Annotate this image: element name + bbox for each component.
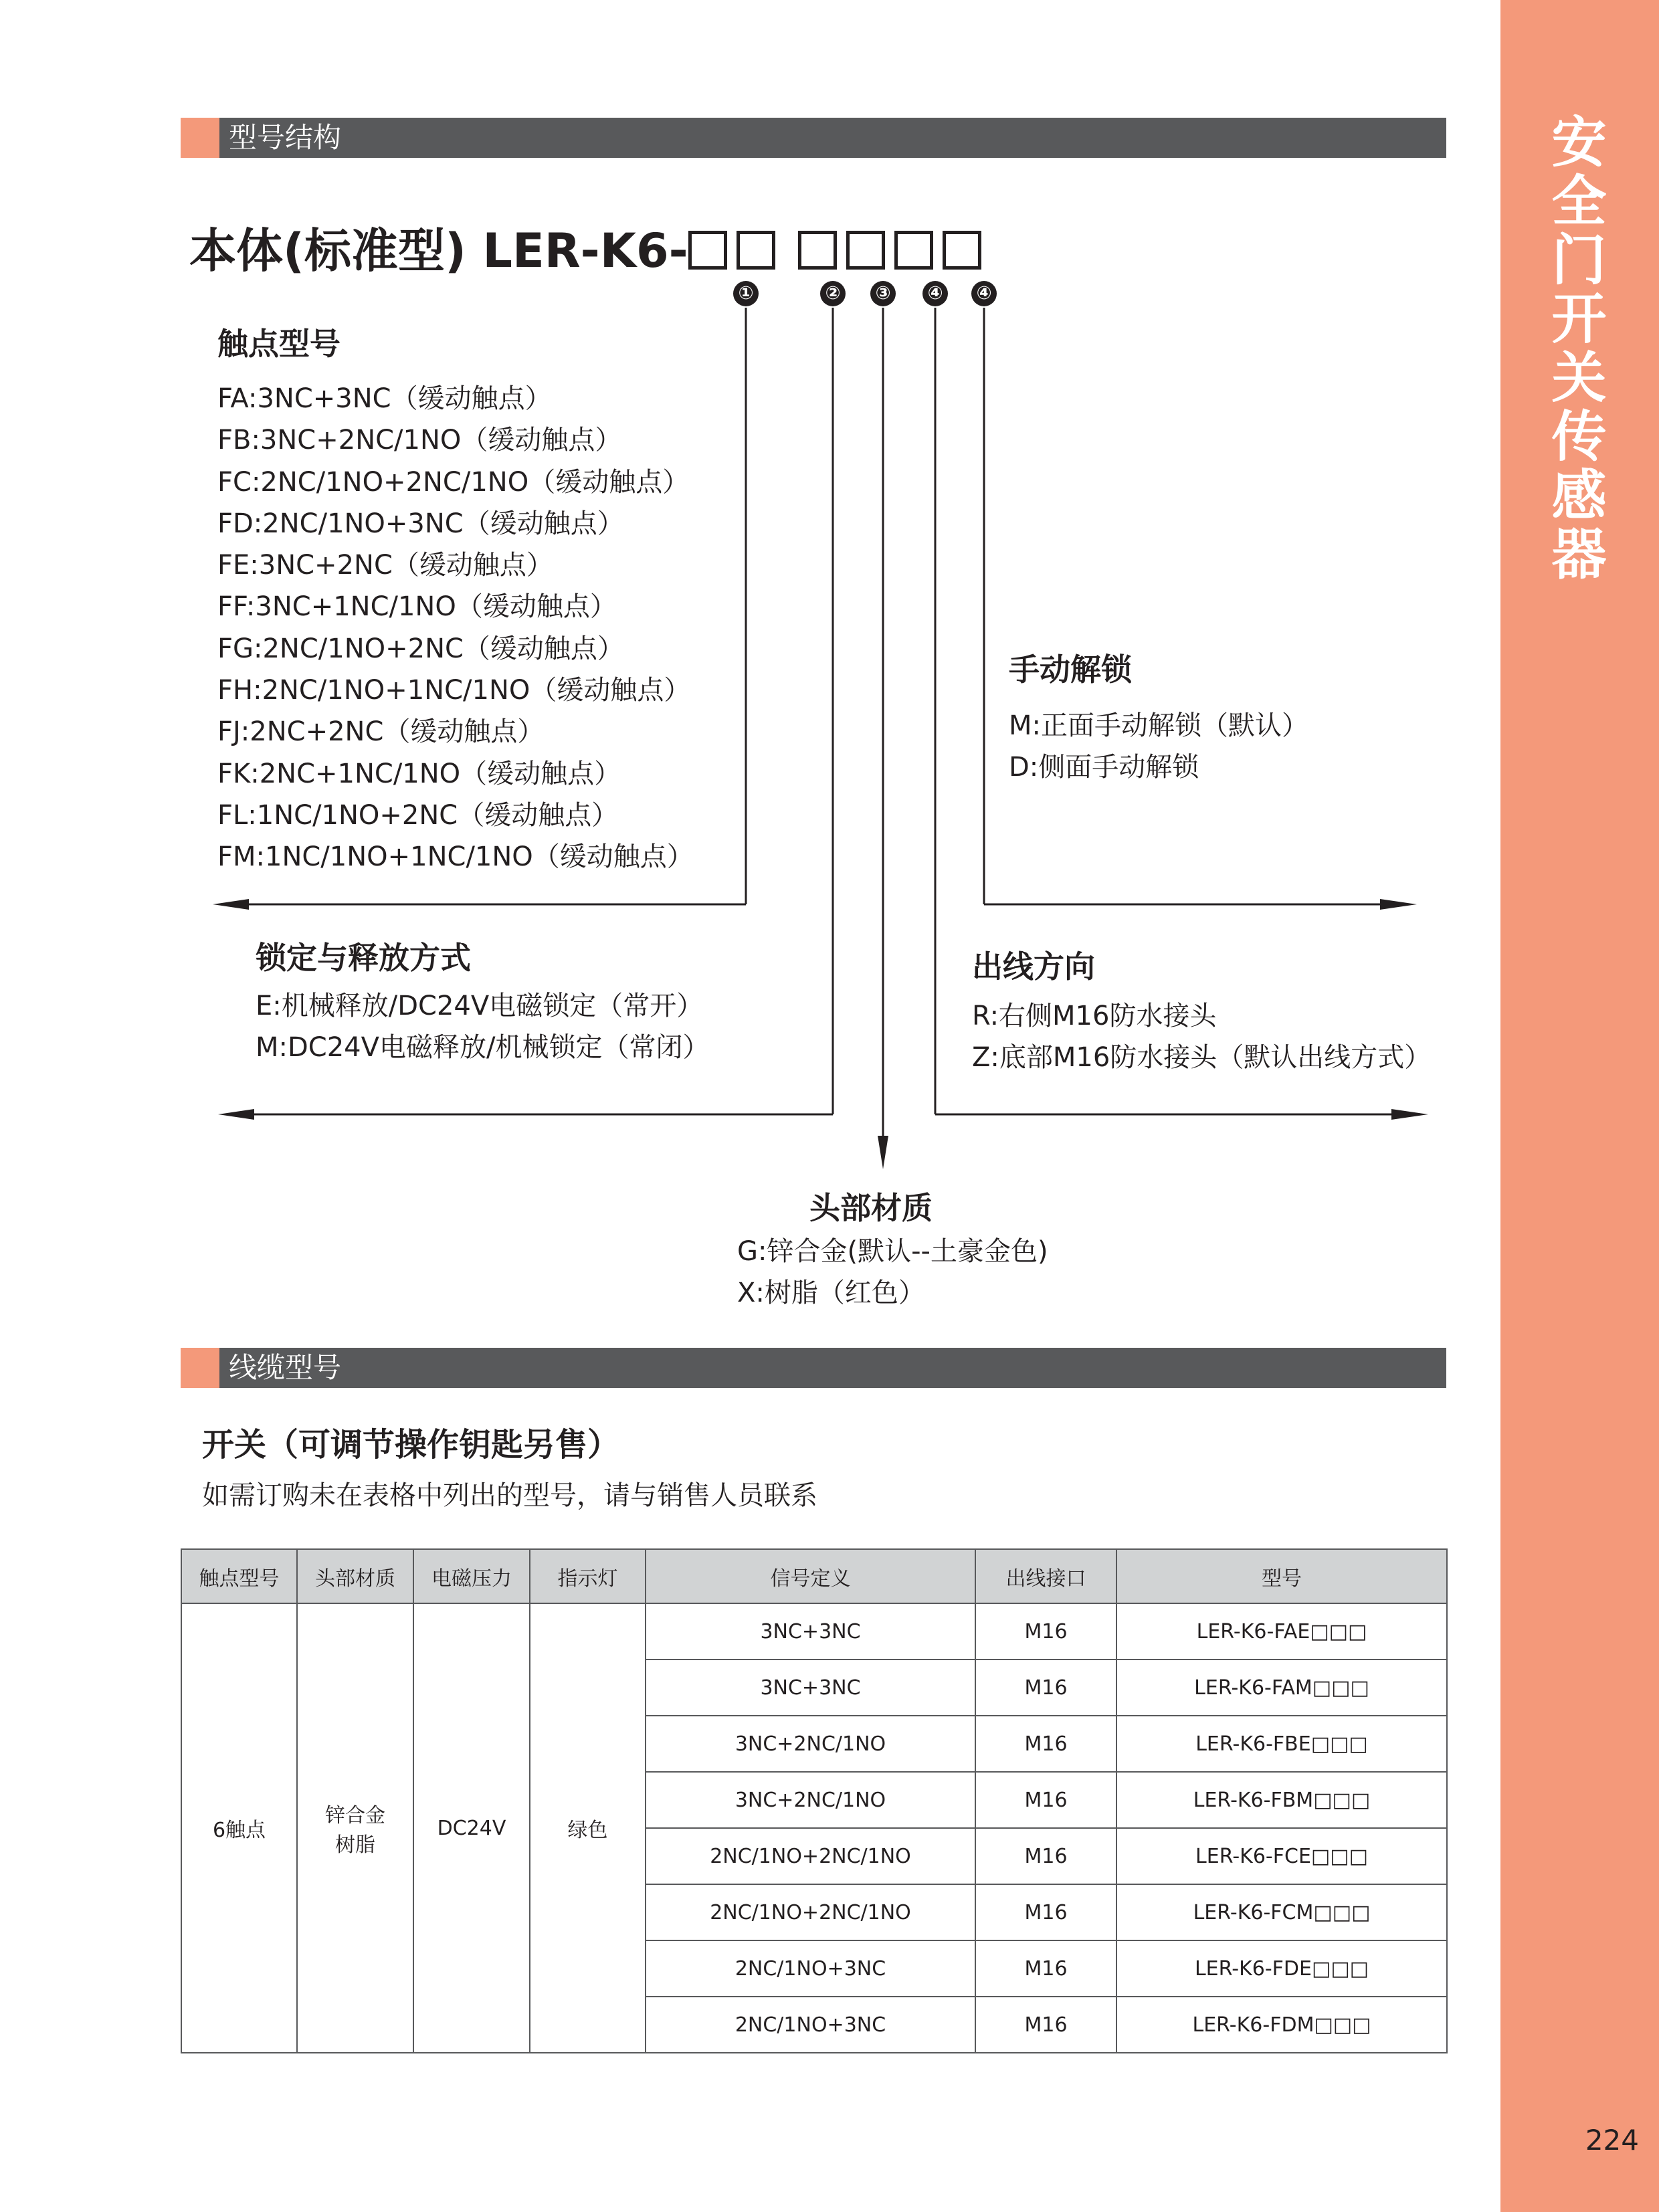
cell-signal: 3NC+3NC xyxy=(646,1603,975,1660)
cell-signal: 3NC+2NC/1NO xyxy=(646,1772,975,1828)
cable-table xyxy=(181,1548,1448,2053)
manual-release-item: D:侧面手动解锁 xyxy=(1009,752,1199,783)
arrow-down-head xyxy=(878,1136,888,1169)
cell-port: M16 xyxy=(975,1772,1116,1828)
section-label: 线缆型号 xyxy=(229,1351,342,1384)
cell-port: M16 xyxy=(975,1884,1116,1940)
contact-item: FG:2NC/1NO+2NC（缓动触点） xyxy=(217,633,624,664)
section-accent xyxy=(181,1348,219,1388)
contact-item: FE:3NC+2NC（缓动触点） xyxy=(217,550,553,581)
contact-item: FA:3NC+3NC（缓动触点） xyxy=(217,383,552,414)
marker-3: ③ xyxy=(870,281,896,306)
arrow-left-lock xyxy=(218,1109,254,1120)
contact-item: FL:1NC/1NO+2NC（缓动触点） xyxy=(217,799,619,831)
arrow-right-manual xyxy=(1380,899,1417,910)
contact-title: 触点型号 xyxy=(217,326,340,362)
section-label: 型号结构 xyxy=(229,121,342,154)
marker-4b: ④ xyxy=(971,281,997,306)
switch-note: 如需订购未在表格中列出的型号，请与销售人员联系 xyxy=(202,1480,817,1511)
cell-model: LER-K6-FAM□□□ xyxy=(1116,1660,1447,1716)
col-header-indicator: 指示灯 xyxy=(530,1549,646,1603)
contact-item: FK:2NC+1NC/1NO（缓动触点） xyxy=(217,758,621,789)
arrow-right-outlet xyxy=(1391,1109,1428,1120)
contact-item: FJ:2NC+2NC（缓动触点） xyxy=(217,716,545,748)
col-header-contact: 触点型号 xyxy=(181,1549,297,1603)
marker-2: ② xyxy=(820,281,846,306)
manual-release-item: M:正面手动解锁（默认） xyxy=(1009,710,1308,741)
cell-signal: 3NC+2NC/1NO xyxy=(646,1716,975,1772)
head-material-title: 头部材质 xyxy=(809,1190,933,1226)
switch-title: 开关（可调节操作钥匙另售） xyxy=(202,1426,620,1464)
cell-model: LER-K6-FCE□□□ xyxy=(1116,1828,1447,1884)
manual-release-title: 手动解锁 xyxy=(1009,651,1132,688)
cell-signal: 3NC+3NC xyxy=(646,1660,975,1716)
outlet-item: R:右侧M16防水接头 xyxy=(972,1001,1217,1031)
cell-indicator: 绿色 xyxy=(530,1603,646,2053)
lock-release-item: E:机械释放/DC24V电磁锁定（常开） xyxy=(256,991,704,1021)
cell-port: M16 xyxy=(975,1716,1116,1772)
contact-list xyxy=(217,378,694,878)
col-header-pressure: 电磁压力 xyxy=(413,1549,530,1603)
outlet-title: 出线方向 xyxy=(972,948,1095,985)
cell-port: M16 xyxy=(975,1660,1116,1716)
cell-model: LER-K6-FBE□□□ xyxy=(1116,1716,1447,1772)
cell-model: LER-K6-FAE□□□ xyxy=(1116,1603,1447,1660)
lock-release-title: 锁定与释放方式 xyxy=(256,940,471,976)
col-header-model: 型号 xyxy=(1116,1549,1447,1603)
contact-item: FH:2NC/1NO+1NC/1NO（缓动触点） xyxy=(217,675,691,706)
cell-model: LER-K6-FDE□□□ xyxy=(1116,1940,1447,1997)
contact-item: FC:2NC/1NO+2NC/1NO（缓动触点） xyxy=(217,466,690,498)
col-header-port: 出线接口 xyxy=(975,1549,1116,1603)
cell-signal: 2NC/1NO+2NC/1NO xyxy=(646,1884,975,1940)
head-material-item: G:锌合金(默认--土豪金色) xyxy=(737,1236,1048,1267)
cell-model: LER-K6-FCM□□□ xyxy=(1116,1884,1447,1940)
cell-port: M16 xyxy=(975,1997,1116,2053)
page-number: 224 xyxy=(1585,2124,1639,2156)
cell-contact: 6触点 xyxy=(181,1603,297,2053)
arrow-left-contact xyxy=(213,899,249,910)
head-material-item: X:树脂（红色） xyxy=(737,1278,925,1308)
marker-4a: ④ xyxy=(922,281,948,306)
cell-port: M16 xyxy=(975,1940,1116,1997)
outlet-item: Z:底部M16防水接头（默认出线方式） xyxy=(972,1042,1432,1073)
cell-port: M16 xyxy=(975,1828,1116,1884)
col-header-signal: 信号定义 xyxy=(646,1549,975,1603)
table-header-row xyxy=(181,1549,1447,1603)
model-prefix: 本体(标准型) LER-K6- xyxy=(189,223,688,278)
col-header-material: 头部材质 xyxy=(297,1549,413,1603)
cell-signal: 2NC/1NO+3NC xyxy=(646,1940,975,1997)
contact-item: FD:2NC/1NO+3NC（缓动触点） xyxy=(217,508,624,539)
marker-1: ① xyxy=(733,281,759,306)
contact-item: FF:3NC+1NC/1NO（缓动触点） xyxy=(217,591,617,623)
cell-signal: 2NC/1NO+3NC xyxy=(646,1997,975,2053)
side-title: 安全门开关传感器 xyxy=(1551,111,1608,587)
cell-model: LER-K6-FDM□□□ xyxy=(1116,1997,1447,2053)
cell-material xyxy=(297,1603,413,2053)
material-line: 锌合金 xyxy=(325,1804,385,1827)
cell-model: LER-K6-FBM□□□ xyxy=(1116,1772,1447,1828)
cell-signal: 2NC/1NO+2NC/1NO xyxy=(646,1828,975,1884)
cell-port: M16 xyxy=(975,1603,1116,1660)
table-row xyxy=(181,1603,1447,1660)
lock-release-item: M:DC24V电磁释放/机械锁定（常闭） xyxy=(256,1032,710,1063)
contact-item: FM:1NC/1NO+1NC/1NO（缓动触点） xyxy=(217,841,694,873)
material-line: 树脂 xyxy=(335,1833,375,1857)
cell-pressure: DC24V xyxy=(413,1603,530,2053)
contact-item: FB:3NC+2NC/1NO（缓动触点） xyxy=(217,425,622,456)
section-header-cable-model xyxy=(181,1348,1446,1388)
